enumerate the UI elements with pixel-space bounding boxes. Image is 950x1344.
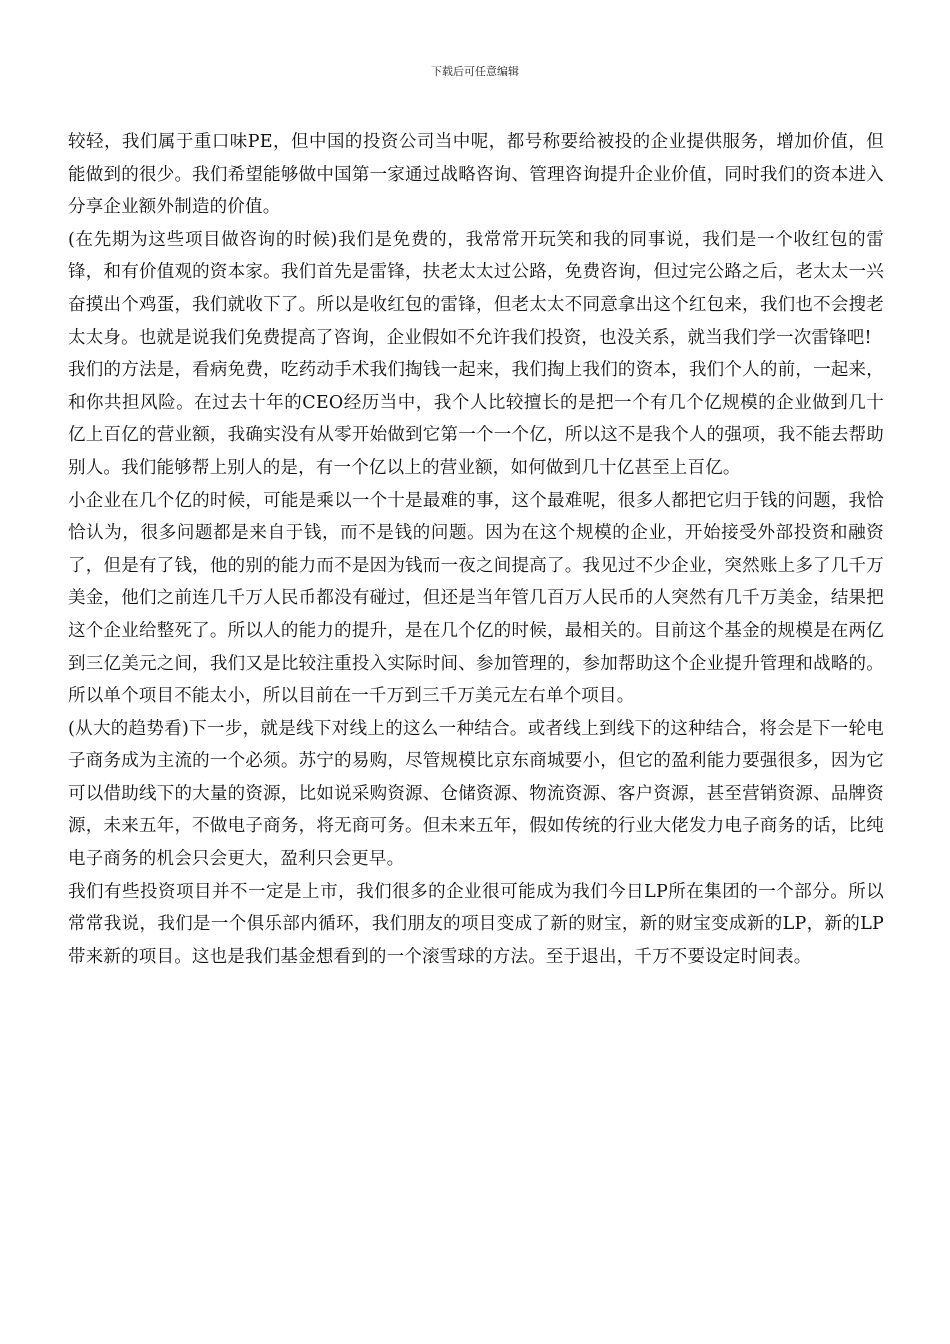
page-header: 下载后可任意编辑 — [431, 65, 519, 78]
paragraph-1: 较轻，我们属于重口味PE，但中国的投资公司当中呢，都号称要给被投的企业提供服务，增加价值，但能做到的很少。我们希望能够做中国第一家通过战略咨询、管理咨询提升企业价值，同时我们的资本进入分享企业额外制造的价值。 — [68, 132, 884, 218]
paragraph-4: 小企业在几个亿的时候，可能是乘以一个十是最难的事，这个最难呢，很多人都把它归于钱的问题，我恰恰认为，很多问题都是来自于钱，而不是钱的问题。因为在这个规模的企业，开始接受外部投资和融资了，但是有了钱，他的别的能力而不是因为钱而一夜之间提高了。我见过不少企业，突然账上多了几千万美金，他们之前连几千万人民币都没有碰过，但还是当年管几百万人民币的人突然有几千万美金，结果把这个企业给整死了。所以人的能力的提升，是在几个亿的时候，最相关的。目前这个基金的规模是在两亿到三亿美元之间，我们又是比较注重投入实际时间、参加管理的，参加帮助这个企业提升管理和战略的。所以单个项目不能太小，所以目前在一千万到三千万美元左右单个项目。 — [68, 490, 884, 707]
paragraph-2: (在先期为这些项目做咨询的时候)我们是免费的，我常常开玩笑和我的同事说，我们是一个收红包的雷锋，和有价值观的资本家。我们首先是雷锋，扶老太太过公路，免费咨询，但过完公路之后，老太太一兴奋摸出个鸡蛋，我们就收下了。所以是收红包的雷锋，但老太太不同意拿出这个红包来，我们也不会搜老太太身。也就是说我们免费提高了咨询，企业假如不允许我们投资，也没关系，就当我们学一次雷锋吧! — [68, 229, 884, 348]
paragraph-6: 我们有些投资项目并不一定是上市，我们很多的企业很可能成为我们今日LP所在集团的一个部分。所以常常我说，我们是一个俱乐部内循环，我们朋友的项目变成了新的财宝，新的财宝变成新的LP，新的LP带来新的项目。这也是我们基金想看到的一个滚雪球的方法。至于退出，千万不要设定时间表。 — [68, 881, 884, 967]
paragraph-5: (从大的趋势看)下一步，就是线下对线上的这么一种结合。或者线上到线下的这种结合，将会是下一轮电子商务成为主流的一个必须。苏宁的易购，尽管规模比京东商城要小，但它的盈利能力要强很多，因为它可以借助线下的大量的资源，比如说采购资源、仓储资源、物流资源、客户资源，甚至营销资源、品牌资源，未来五年，不做电子商务，将无商可务。但未来五年，假如传统的行业大佬发力电子商务的话，比纯电子商务的机会只会更大，盈利只会更早。 — [68, 718, 884, 870]
document-body — [68, 126, 884, 973]
paragraph-3: 我们的方法是，看病免费，吃药动手术我们掏钱一起来，我们掏上我们的资本，我们个人的前，一起来，和你共担风险。在过去十年的CEO经历当中，我个人比较擅长的是把一个有几个亿规模的企业做到几十亿上百亿的营业额，我确实没有从零开始做到它第一个一个亿，所以这不是我个人的强项，我不能去帮助别人。我们能够帮上别人的是，有一个亿以上的营业额，如何做到几十亿甚至上百亿。 — [68, 360, 884, 478]
